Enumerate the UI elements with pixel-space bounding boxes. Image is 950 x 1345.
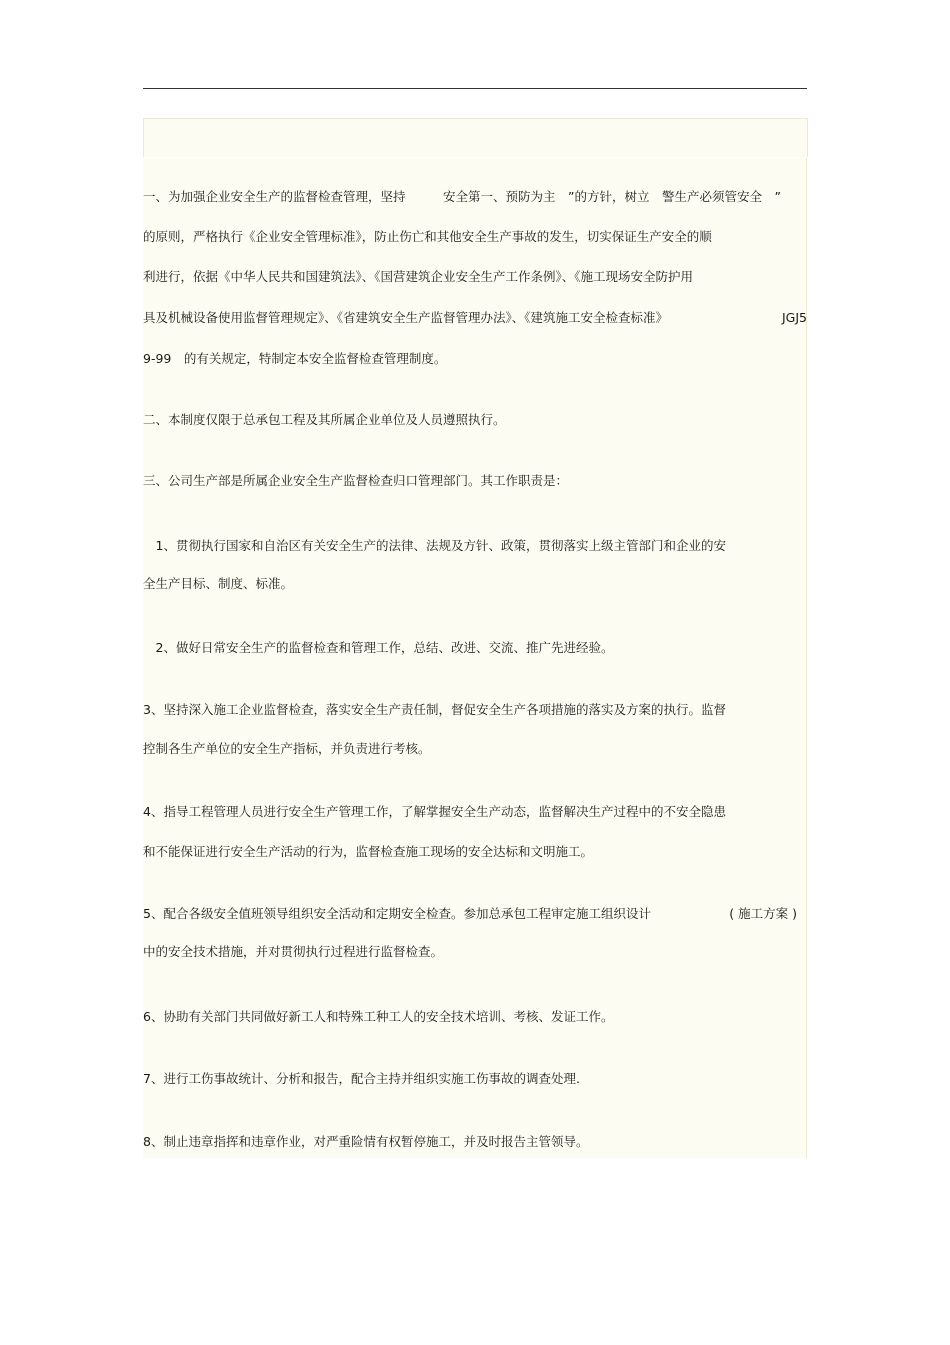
text-line: 4、指导工程管理人员进行安全生产管理工作，了解掌握安全生产动态，监督解决生产过程中的不安全隐患 — [143, 804, 726, 819]
parenthetical: ( 施工方案 ) — [729, 906, 797, 921]
standard-code: JGJ5 — [781, 310, 807, 325]
header-rule — [143, 88, 807, 89]
text-line — [143, 906, 807, 922]
text-line: 二、本制度仅限于总承包工程及其所属企业单位及人员遵照执行。 — [143, 412, 506, 427]
text-line: 3、坚持深入施工企业监督检查，落实安全生产责任制，督促安全生产各项措施的落实及方案的执行。监督 — [143, 702, 726, 717]
text-line: 6、协助有关部门共同做好新工人和特殊工种工人的安全技术培训、考核、发证工作。 — [143, 1009, 614, 1024]
text-line: 1、贯彻执行国家和自治区有关安全生产的法律、法规及方针、政策，贯彻落实上级主管部门和企业的安 — [143, 538, 726, 553]
text-line: 和不能保证进行安全生产活动的行为，监督检查施工现场的安全达标和文明施工。 — [143, 844, 594, 859]
text-line: 控制各生产单位的安全生产指标，并负责进行考核。 — [143, 741, 431, 756]
text-line: 的原则，严格执行《企业安全管理标准》，防止伤亡和其他安全生产事故的发生，切实保证生产安全的顺 — [143, 229, 712, 244]
text-line: 中的安全技术措施，并对贯彻执行过程进行监督检查。 — [143, 944, 444, 959]
content-panel — [143, 158, 807, 1158]
text-line: 2、做好日常安全生产的监督检查和管理工作，总结、改进、交流、推广先进经验。 — [143, 640, 614, 655]
text-line-main: 具及机械设备使用监督管理规定》、《省建筑安全生产监督管理办法》、《建筑施工安全检查标准》 — [143, 310, 669, 325]
text-line: 7、进行工伤事故统计、分析和报告，配合主持并组织实施工伤事故的调查处理. — [143, 1071, 580, 1086]
text-line: 一、为加强企业安全生产的监督检查管理，坚持 安全第一、预防为主 ”的方针，树立 警生产必须管安全 ” — [143, 189, 781, 204]
text-line: 9-99 的有关规定，特制定本安全监督检查管理制度。 — [143, 351, 447, 366]
header-panel — [143, 118, 808, 157]
text-line-main: 5、配合各级安全值班领导组织安全活动和定期安全检查。参加总承包工程审定施工组织设计 — [143, 906, 651, 921]
text-line: 三、公司生产部是所属企业安全生产监督检查归口管理部门。其工作职责是： — [143, 473, 569, 488]
text-line — [143, 310, 807, 326]
text-line: 全生产目标、制度、标准。 — [143, 576, 294, 591]
text-line: 利进行，依据《中华人民共和国建筑法》、《国营建筑企业安全生产工作条例》、《施工现场安全防护用 — [143, 269, 694, 284]
text-line: 8、制止违章指挥和违章作业，对严重险情有权暂停施工，并及时报告主管领导。 — [143, 1134, 589, 1149]
